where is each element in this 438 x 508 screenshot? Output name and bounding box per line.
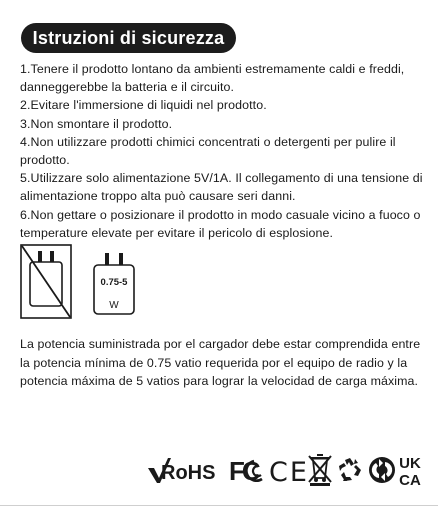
charger-power-icon <box>92 252 136 316</box>
crossed-bin-icon <box>308 453 332 486</box>
section-title: Istruzioni di sicurezza <box>32 27 225 48</box>
instruction-item: 1.Tenere il prodotto lontano da ambienti estremamente caldi e freddi, danneggerebbe la batteria e il circuito. <box>20 62 405 95</box>
rohs-mark <box>146 456 220 484</box>
green-dot-icon <box>367 455 397 485</box>
ukca-bottom-label: CA <box>399 472 421 489</box>
no-charger-included-icon <box>20 244 72 319</box>
certification-marks <box>146 452 422 488</box>
instruction-item: 4.Non utilizzare prodotti chimici concentrati o detergenti per pulire il prodotto. <box>20 134 396 168</box>
power-statement: La potencia suministrada por el cargador debe estar comprendida entre la potencia mínima de 0.75 vatio requerida por el equipo de radio y la potencia máxima de 5 vatios para lograr la velocidad de carga máxima. <box>20 337 421 389</box>
ukca-mark <box>398 453 422 487</box>
ce-label: CE <box>269 457 309 488</box>
fcc-label: FC <box>229 456 258 486</box>
ukca-top-label: UK <box>399 455 421 472</box>
instruction-item: 3.Non smontare il prodotto. <box>20 116 173 131</box>
fcc-mark <box>228 455 266 485</box>
section-title-banner <box>21 23 236 53</box>
instruction-item: 2.Evitare l'immersione di liquidi nel prodotto. <box>20 98 267 113</box>
ce-mark <box>268 456 309 488</box>
instruction-item: 5.Utilizzare solo alimentazione 5V/1A. Il collegamento di una tensione di alimentazione troppo alta può causare seri danni. <box>20 171 423 204</box>
charger-power-unit: W <box>109 300 119 311</box>
instruction-item: 6.Non gettare o posizionare il prodotto in modo casuale vicino a fuoco o temperature elevate per evitare il pericolo di esplosione. <box>20 207 421 240</box>
footer-divider <box>0 505 438 506</box>
rohs-label: RoHS <box>161 462 216 484</box>
recycle-icon <box>336 456 364 484</box>
safety-instructions-list <box>20 60 425 242</box>
charger-power-range: 0.75-5 <box>100 277 128 288</box>
